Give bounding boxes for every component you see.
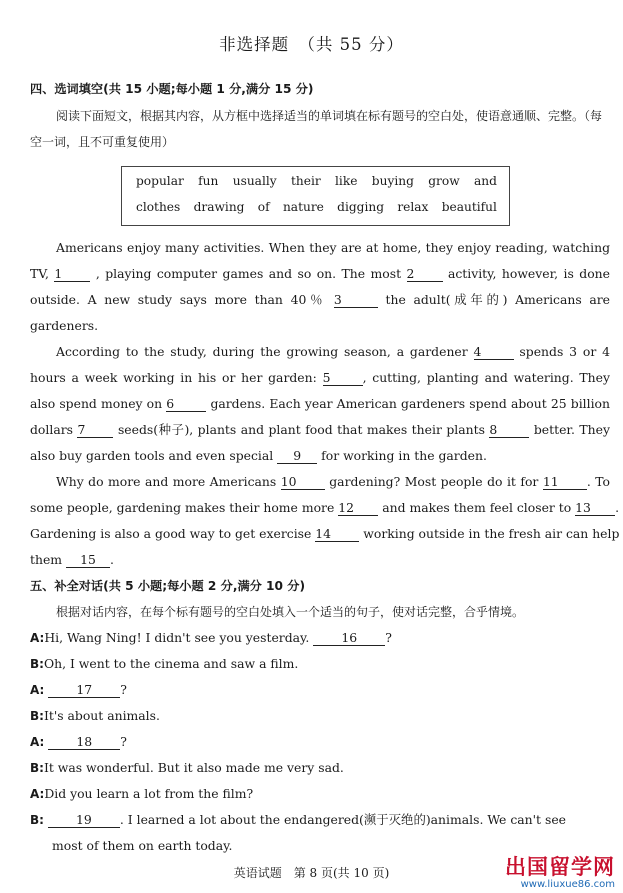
passage-line: According to the study, during the growing season, a gardener 4 spends 3 or 4 [56,344,610,359]
word-box [121,166,510,226]
passage-line: also buy garden tools and even special 9 for working in the garden. [30,448,487,463]
dialogue-line: B:Oh, I went to the cinema and saw a film. [30,656,299,671]
passage-line: TV, 1 , playing computer games and so on. The most 2 activity, however, is done [30,266,610,281]
passage-line: Why do more and more Americans 10 gardening? Most people do it for 11 . To [56,474,610,489]
answer-blank[interactable]: 8 [489,422,529,438]
answer-blank[interactable]: 9 [277,448,317,464]
answer-blank[interactable]: 5 [323,370,363,386]
answer-blank[interactable]: 16 [313,630,385,646]
word-option: their [290,174,321,188]
word-option: drawing [193,200,245,214]
passage-line: some people, gardening makes their home more 12 and makes them feel closer to 13 . [30,500,620,515]
passage-line: them 15 . [30,552,114,567]
word-box-row [136,174,497,188]
passage-line: outside. A new study says more than 40％ 3 the adult(成年的) Americans are [30,292,610,307]
answer-blank[interactable]: 6 [166,396,206,412]
section-4-heading: 四、选词填空(共 15 小题;每小题 1 分,满分 15 分) [30,82,314,96]
word-option: beautiful [441,200,497,214]
word-option: fun [198,174,219,188]
passage-line: also spend money on 6 gardens. Each year American gardeners spend about 25 billion [30,396,610,411]
speaker-label: A: [30,631,45,645]
section-5-heading: 五、补全对话(共 5 小题;每小题 2 分,满分 10 分) [30,579,306,593]
speaker-label: A: [30,683,45,697]
dialogue-line: B: 19 . I learned a lot about the endangered(濒于灭绝的)animals. We can't see [30,812,566,827]
answer-blank[interactable]: 15 [66,552,110,568]
speaker-label: A: [30,735,45,749]
answer-blank[interactable]: 19 [48,812,120,828]
dialogue-line: B:It was wonderful. But it also made me very sad. [30,760,344,775]
word-box-row [136,200,497,214]
passage-line: gardeners. [30,318,99,333]
word-option: popular [136,174,184,188]
answer-blank[interactable]: 18 [48,734,120,750]
speaker-label: B: [30,657,44,671]
word-option: buying [371,174,414,188]
word-option: usually [232,174,277,188]
passage-line: Americans enjoy many activities. When they are at home, they enjoy reading, watching [56,240,610,255]
answer-blank[interactable]: 13 [575,500,615,516]
word-option: of [257,200,270,214]
word-option: digging [337,200,385,214]
speaker-label: B: [30,761,44,775]
answer-blank[interactable]: 1 [54,266,90,282]
answer-blank[interactable]: 2 [407,266,443,282]
word-option: clothes [136,200,181,214]
page-title: 非选择题 （共 55 分） [219,35,404,54]
passage-line: dollars 7 seeds(种子), plants and plant food that makes their plants 8 better. They [30,422,610,437]
speaker-label: A: [30,787,45,801]
word-option: and [474,174,497,188]
word-option: like [335,174,358,188]
page-footer: 英语试题 第 8 页(共 10 页) [233,866,390,880]
watermark-url: www.liuxue86.com [520,879,615,890]
section-5-instruction: 根据对话内容，在每个标有题号的空白处填入一个适当的句子，使对话完整，合乎情境。 [56,605,525,619]
answer-blank[interactable]: 12 [338,500,378,516]
passage-line: Gardening is also a good way to get exercise 14 working outside in the fresh air can help [30,526,620,541]
word-option: nature [282,200,324,214]
word-option: grow [428,174,460,188]
watermark-logo [505,855,615,891]
answer-blank[interactable]: 11 [543,474,587,490]
dialogue-line: A: 18 ? [30,734,127,749]
answer-blank[interactable]: 7 [77,422,113,438]
answer-blank[interactable]: 14 [315,526,359,542]
speaker-label: B: [30,813,44,827]
watermark-text: 出国留学网 [505,855,615,879]
dialogue-line: A:Did you learn a lot from the film? [30,786,254,801]
dialogue-line: most of them on earth today. [52,838,233,853]
speaker-label: B: [30,709,44,723]
word-option: relax [397,200,429,214]
section-4-instruction: 阅读下面短文，根据其内容，从方框中选择适当的单词填在标有题号的空白处，使语意通顺、完整。（每空一词，且不可重复使用） [30,109,603,149]
answer-blank[interactable]: 4 [474,344,514,360]
dialogue-line: A:Hi, Wang Ning! I didn't see you yesterday. 16 ? [30,630,392,645]
answer-blank[interactable]: 17 [48,682,120,698]
answer-blank[interactable]: 10 [281,474,325,490]
answer-blank[interactable]: 3 [334,292,378,308]
passage-line: hours a week working in his or her garden: 5 , cutting, planting and watering. They [30,370,610,385]
dialogue-line: A: 17 ? [30,682,127,697]
dialogue-line: B:It's about animals. [30,708,160,723]
